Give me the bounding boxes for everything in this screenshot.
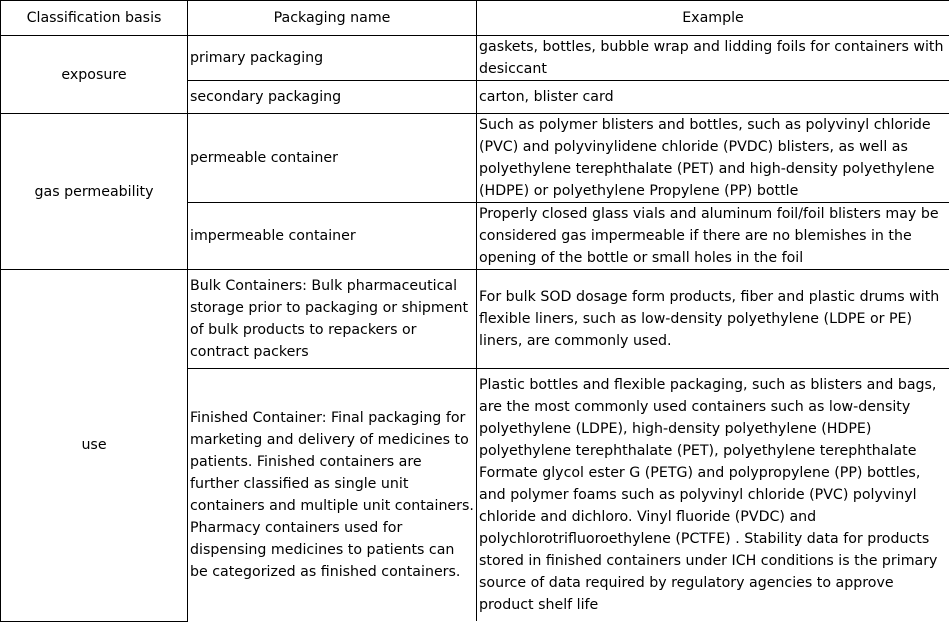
header-row bbox=[1, 1, 949, 36]
basis-cell-use: use bbox=[1, 270, 188, 622]
basis-cell-gas-permeability: gas permeability bbox=[1, 114, 188, 270]
example-cell: For bulk SOD dosage form products, fiber and plastic drums with flexible liners, such as low-density polyethylene (LDPE or PE) liners, are commonly used. bbox=[477, 270, 949, 369]
packaging-name-cell: impermeable container bbox=[188, 203, 477, 270]
table-row bbox=[1, 114, 949, 203]
basis-cell-exposure: exposure bbox=[1, 36, 188, 114]
example-cell: gaskets, bottles, bubble wrap and lidding foils for containers with desiccant bbox=[477, 36, 949, 81]
packaging-name-cell: primary packaging bbox=[188, 36, 477, 81]
example-cell: Plastic bottles and flexible packaging, such as blisters and bags, are the most commonly used containers such as low-density polyethylene (LDPE), high-density polyethylene (HDPE) polyethylene terephthalate (PET), polyethylene terephthalate Formate glycol ester G (PETG) and polypropylene (PP) bottles, and polymer foams such as polyvinyl chloride (PVC) polyvinyl chloride and dichloro. Vinyl fluoride (PVDC) and polychlorotrifluoroethylene (PCTFE) . Stability data for products stored in finished containers under ICH conditions is the primary source of data required by regulatory agencies to approve product shelf life bbox=[477, 369, 949, 622]
example-cell: Properly closed glass vials and aluminum foil/foil blisters may be considered gas impermeable if there are no blemishes in the opening of the bottle or small holes in the foil bbox=[477, 203, 949, 270]
table-row bbox=[1, 270, 949, 369]
packaging-name-cell: permeable container bbox=[188, 114, 477, 203]
table-row bbox=[1, 36, 949, 81]
header-classification-basis: Classification basis bbox=[1, 1, 188, 36]
header-example: Example bbox=[477, 1, 949, 36]
packaging-name-cell: secondary packaging bbox=[188, 81, 477, 114]
header-packaging-name: Packaging name bbox=[188, 1, 477, 36]
packaging-name-cell: Finished Container: Final packaging for marketing and delivery of medicines to patients. Finished containers are further classified as single unit containers and multiple unit containers. Pharmacy containers used for dispensing medicines to patients can be categorized as finished containers. bbox=[188, 369, 477, 622]
example-cell: carton, blister card bbox=[477, 81, 949, 114]
packaging-name-cell: Bulk Containers: Bulk pharmaceutical storage prior to packaging or shipment of bulk products to repackers or contract packers bbox=[188, 270, 477, 369]
example-cell: Such as polymer blisters and bottles, such as polyvinyl chloride (PVC) and polyvinylidene chloride (PVDC) blisters, as well as polyethylene terephthalate (PET) and high-density polyethylene (HDPE) or polyethylene Propylene (PP) bottle bbox=[477, 114, 949, 203]
